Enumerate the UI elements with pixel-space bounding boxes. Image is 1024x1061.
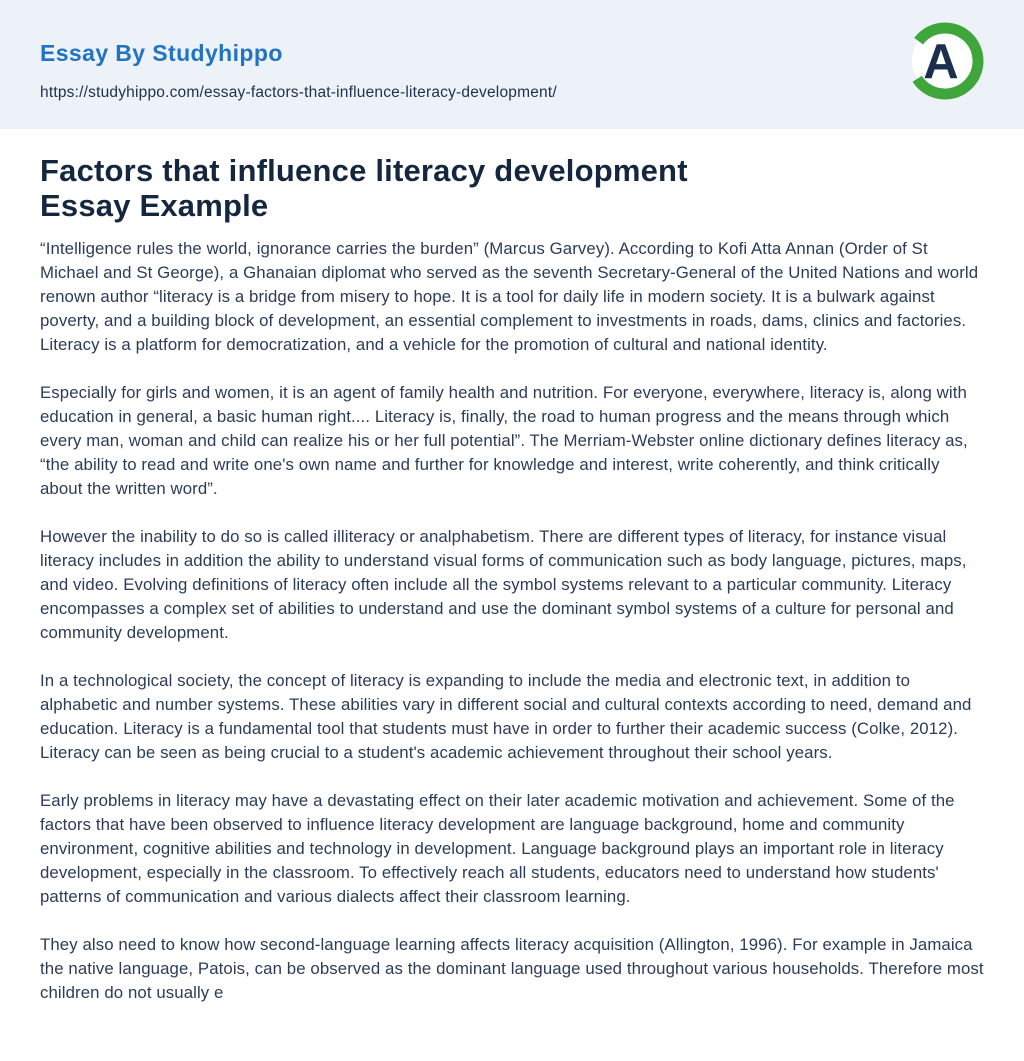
essay-body bbox=[40, 237, 984, 1005]
essay-paragraph: However the inability to do so is called illiteracy or analphabetism. There are different types of literacy, for instance visual literacy includes in addition the ability to understand visual forms of communication such as body language, pictures, maps, and video. Evolving definitions of literacy often include all the symbol systems relevant to a particular community. Literacy encompasses a complex set of abilities to understand and use the dominant symbol systems of a culture for personal and community development. bbox=[40, 527, 967, 642]
studyhippo-logo bbox=[905, 21, 985, 101]
logo-circle-a-icon bbox=[905, 21, 985, 101]
essay-paragraph: “Intelligence rules the world, ignorance carries the burden” (Marcus Garvey). According to Kofi Atta Annan (Order of St Michael and St George), a Ghanaian diplomat who served as the seventh Secretary-General of the United Nations and world renown author “literacy is a bridge from misery to hope. It is a tool for daily life in modern society. It is a bulwark against poverty, and a building block of development, an essential complement to investments in roads, dams, clinics and factories. Literacy is a platform for democratization, and a vehicle for the promotion of cultural and national identity. bbox=[40, 239, 979, 354]
essay-title-line-1: Factors that influence literacy development bbox=[40, 153, 688, 188]
page-header bbox=[0, 0, 1024, 129]
essay-title-line-2: Essay Example bbox=[40, 188, 269, 223]
essay-paragraph: Especially for girls and women, it is an agent of family health and nutrition. For everyone, everywhere, literacy is, along with education in general, a basic human right.... Literacy is, finally, the road to human progress and the means through which every man, woman and child can realize his or her full potential”. The Merriam-Webster online dictionary defines literacy as, “the ability to read and write one's own name and further for knowledge and interest, write coherently, and think critically about the written word”. bbox=[40, 383, 968, 498]
site-title: Essay By Studyhippo bbox=[40, 40, 283, 66]
essay-content bbox=[0, 129, 1024, 1005]
essay-paragraph: Early problems in literacy may have a devastating effect on their later academic motivation and achievement. Some of the factors that have been observed to influence literacy development are language background, home and community environment, cognitive abilities and technology in development. Language background plays an important role in literacy development, especially in the classroom. To effectively reach all students, educators need to understand how students' patterns of communication and various dialects affect their classroom learning. bbox=[40, 791, 955, 906]
essay-paragraph: In a technological society, the concept of literacy is expanding to include the media and electronic text, in addition to alphabetic and number systems. These abilities vary in different social and cultural contexts according to need, demand and education. Literacy is a fundamental tool that students must have in order to further their academic success (Colke, 2012). Literacy can be seen as being crucial to a student's academic achievement throughout their school years. bbox=[40, 671, 972, 762]
page-url-link[interactable]: https://studyhippo.com/essay-factors-that-influence-literacy-development/ bbox=[40, 84, 557, 101]
essay-title bbox=[40, 153, 984, 223]
essay-paragraph: They also need to know how second-language learning affects literacy acquisition (Allington, 1996). For example in Jamaica the native language, Patois, can be observed as the dominant language used throughout various households. Therefore most children do not usually e bbox=[40, 935, 984, 1002]
logo-letter: A bbox=[923, 35, 959, 89]
